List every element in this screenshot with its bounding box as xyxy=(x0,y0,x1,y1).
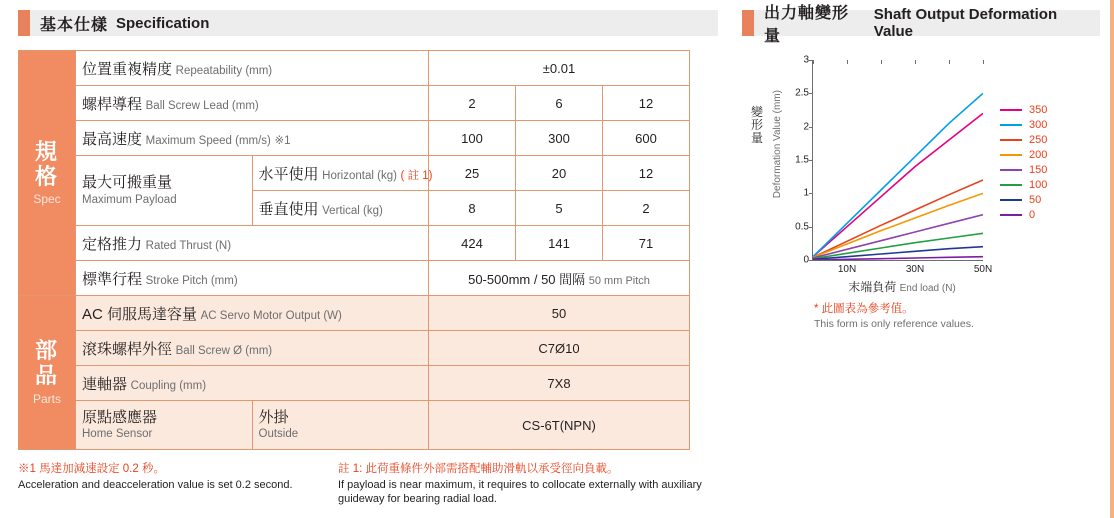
legend-swatch xyxy=(1000,199,1022,201)
legend-item xyxy=(1000,132,1047,147)
sublabel-cn: 外掛 xyxy=(258,408,289,426)
label-en: Stroke Pitch (mm) xyxy=(145,274,238,287)
label-cn: 最高速度 xyxy=(82,130,143,148)
label-cn: 連軸器 xyxy=(82,375,128,393)
legend-swatch xyxy=(1000,184,1022,186)
legend-item xyxy=(1000,117,1047,132)
table-row xyxy=(19,261,690,296)
label-cn: AC 伺服馬達容量 xyxy=(82,305,198,323)
chart-xtick-mark xyxy=(949,60,950,64)
label-cn: 位置重複精度 xyxy=(82,60,173,78)
chart-xtick: 50N xyxy=(973,264,993,275)
legend-label: 200 xyxy=(1029,148,1048,161)
value-servo-motor: 50 xyxy=(429,296,690,331)
footnote-2-en-line1: If payload is near maximum, it requires to collocate externally with auxiliary xyxy=(338,478,702,491)
group-label-parts-cn: 部品 xyxy=(34,338,59,388)
chart-ytick: 1 xyxy=(803,187,809,199)
deformation-title-en: Shaft Output Deformation Value xyxy=(873,6,1058,40)
chart-note xyxy=(814,300,974,330)
table-row xyxy=(19,296,690,331)
legend-swatch xyxy=(1000,154,1022,156)
chart-xtick-mark xyxy=(983,60,984,64)
label-en: Maximum Payload xyxy=(82,193,177,206)
legend-swatch xyxy=(1000,139,1022,141)
chart-ytick-mark xyxy=(809,260,813,261)
legend-label: 250 xyxy=(1029,133,1048,146)
deformation-title-cn: 出力軸變形量 xyxy=(764,5,850,45)
footnote-1 xyxy=(18,462,318,492)
specification-title-en: Specification xyxy=(116,14,210,32)
legend-swatch xyxy=(1000,214,1022,216)
value-main: 50-500mm / 50 間隔 xyxy=(468,271,586,287)
value-thrust-1: 424 xyxy=(429,226,516,261)
label-mark: ※1 xyxy=(274,134,291,147)
group-label-spec-en: Spec xyxy=(33,192,61,207)
footnote-2-en-line2: guideway for bearing radial load. xyxy=(338,493,497,506)
footnote-2-cn: 註 1: 此荷重條件外部需搭配輔助滑軌以承受徑向負載。 xyxy=(338,463,619,475)
label-cn: 標準行程 xyxy=(82,270,143,288)
chart-xtick-mark xyxy=(847,60,848,64)
chart-xtick-mark xyxy=(915,60,916,64)
chart-xtick: 30N xyxy=(905,264,925,275)
value-horizontal-1: 25 xyxy=(429,156,516,191)
label-cn: 最大可搬重量 xyxy=(82,174,173,192)
chart-ytick: 0 xyxy=(803,254,809,266)
sublabel-en: Horizontal (kg) xyxy=(322,169,397,182)
legend-swatch xyxy=(1000,109,1022,111)
header-accent-tick xyxy=(742,10,754,36)
row-sublabel-horizontal xyxy=(252,156,433,191)
group-label-spec xyxy=(19,51,76,296)
chart-note-cn: * 此圖表為參考值。 xyxy=(814,303,914,315)
label-en: Home Sensor xyxy=(82,428,153,441)
row-label-home-sensor xyxy=(76,401,253,450)
value-coupling: 7X8 xyxy=(429,366,690,401)
page-edge-accent xyxy=(1110,0,1114,518)
specification-table xyxy=(18,50,690,450)
row-label-ball-screw-lead xyxy=(76,86,429,121)
chart-ytick: 2 xyxy=(803,121,809,133)
ylabel-cn-text: 變形量 xyxy=(750,105,763,145)
legend-item xyxy=(1000,102,1047,117)
sublabel-en: Outside xyxy=(258,428,299,441)
label-cn: 原點感應器 xyxy=(82,408,158,426)
label-en: Ball Screw Lead (mm) xyxy=(145,99,259,112)
specification-panel xyxy=(18,10,718,450)
chart-ytick-mark xyxy=(809,227,813,228)
value-speed-1: 100 xyxy=(429,121,516,156)
specification-table-wrap xyxy=(18,50,718,450)
legend-item xyxy=(1000,192,1047,207)
legend-swatch xyxy=(1000,169,1022,171)
table-row xyxy=(19,51,690,86)
specification-header xyxy=(18,10,718,36)
chart-xtick-mark xyxy=(881,60,882,64)
value-vertical-1: 8 xyxy=(429,191,516,226)
legend-label: 350 xyxy=(1029,103,1048,116)
table-row xyxy=(19,226,690,261)
chart-ytick: 2.5 xyxy=(795,87,809,99)
table-row xyxy=(19,366,690,401)
legend-item xyxy=(1000,177,1047,192)
label-cn: 滾珠螺桿外徑 xyxy=(82,340,173,358)
sublabel-cn: 水平使用 xyxy=(258,165,319,183)
label-en: Rated Thrust (N) xyxy=(145,239,232,252)
header-bar xyxy=(30,10,718,36)
value-thrust-2: 141 xyxy=(516,226,603,261)
value-ball-screw-dia: C7Ø10 xyxy=(429,331,690,366)
value-vertical-2: 5 xyxy=(516,191,603,226)
row-label-max-payload xyxy=(76,156,253,226)
footnote-1-en: Acceleration and deacceleration value is set 0.2 second. xyxy=(18,478,293,491)
legend-item xyxy=(1000,147,1047,162)
group-label-spec-cn: 規格 xyxy=(34,138,59,189)
legend-item xyxy=(1000,162,1047,177)
xlabel-en: End load (N) xyxy=(899,283,956,294)
chart-plot-area xyxy=(795,54,993,275)
table-row xyxy=(19,331,690,366)
row-label-max-speed xyxy=(76,121,429,156)
xlabel-cn: 末端負荷 xyxy=(848,280,897,294)
chart-legend xyxy=(1000,102,1047,222)
row-label-servo-motor xyxy=(76,296,429,331)
chart-ytick: 3 xyxy=(803,54,809,66)
sublabel-cn: 垂直使用 xyxy=(258,200,319,218)
value-vertical-3: 2 xyxy=(603,191,690,226)
chart-series-300 xyxy=(813,93,983,256)
chart-ytick-mark xyxy=(809,93,813,94)
value-speed-3: 600 xyxy=(603,121,690,156)
footnote-1-cn: ※1 馬達加減速設定 0.2 秒。 xyxy=(18,463,165,475)
header-bar xyxy=(754,5,1100,45)
sublabel-en: Vertical (kg) xyxy=(322,204,383,217)
legend-label: 300 xyxy=(1029,118,1048,131)
table-row xyxy=(19,86,690,121)
label-en: Maximum Speed (mm/s) xyxy=(145,134,271,147)
legend-item xyxy=(1000,207,1047,222)
legend-label: 50 xyxy=(1029,193,1042,206)
chart-series-350 xyxy=(813,113,983,256)
group-label-parts-en: Parts xyxy=(32,391,61,406)
label-en: Ball Screw Ø (mm) xyxy=(175,344,273,357)
value-stroke-pitch xyxy=(429,261,690,296)
chart-ytick-mark xyxy=(809,127,813,128)
value-horizontal-3: 12 xyxy=(603,156,690,191)
row-label-stroke-pitch xyxy=(76,261,429,296)
chart-xtick-mark xyxy=(813,60,814,64)
label-en: Repeatability (mm) xyxy=(175,64,273,77)
chart-ytick-mark xyxy=(809,160,813,161)
group-label-parts xyxy=(19,296,76,450)
value-horizontal-2: 20 xyxy=(516,156,603,191)
label-cn: 螺桿導程 xyxy=(82,95,143,113)
label-en: Coupling (mm) xyxy=(130,379,207,392)
row-label-ball-screw-dia xyxy=(76,331,429,366)
row-label-rated-thrust xyxy=(76,226,429,261)
value-lead-3: 12 xyxy=(603,86,690,121)
legend-label: 150 xyxy=(1029,163,1048,176)
sublabel-note: ( 註 1) xyxy=(400,169,433,182)
row-sublabel-vertical xyxy=(252,191,429,226)
chart-xtick: 10N xyxy=(837,264,857,275)
chart-xlabel xyxy=(812,278,992,295)
chart-ytick-mark xyxy=(809,193,813,194)
chart-ytick: 1.5 xyxy=(795,154,809,166)
value-repeatability: ±0.01 xyxy=(429,51,690,86)
value-speed-2: 300 xyxy=(516,121,603,156)
chart-lines xyxy=(813,60,983,260)
chart-ytick: 0.5 xyxy=(795,221,809,233)
row-label-coupling xyxy=(76,366,429,401)
value-lead-1: 2 xyxy=(429,86,516,121)
value-sub: 50 mm Pitch xyxy=(588,274,650,287)
deformation-chart xyxy=(742,50,1100,300)
chart-ylabel-cn xyxy=(748,106,766,145)
chart-ylabel-en: Deformation Value (mm) xyxy=(772,90,783,199)
legend-label: 100 xyxy=(1029,178,1048,191)
chart-note-en: This form is only reference values. xyxy=(814,318,974,330)
label-en: AC Servo Motor Output (W) xyxy=(200,309,342,322)
deformation-panel xyxy=(742,5,1100,330)
legend-swatch xyxy=(1000,124,1022,126)
value-thrust-3: 71 xyxy=(603,226,690,261)
footnote-2 xyxy=(338,462,718,507)
specification-title-cn: 基本仕樣 xyxy=(40,16,109,34)
deformation-header xyxy=(742,5,1100,45)
legend-label: 0 xyxy=(1029,208,1036,221)
table-row xyxy=(19,401,690,450)
label-cn: 定格推力 xyxy=(82,235,143,253)
value-lead-2: 6 xyxy=(516,86,603,121)
header-accent-tick xyxy=(18,10,30,36)
row-sublabel-outside xyxy=(252,401,429,450)
row-label-repeatability xyxy=(76,51,429,86)
table-row xyxy=(19,156,690,191)
value-home-sensor: CS-6T(NPN) xyxy=(429,401,690,450)
table-row xyxy=(19,121,690,156)
